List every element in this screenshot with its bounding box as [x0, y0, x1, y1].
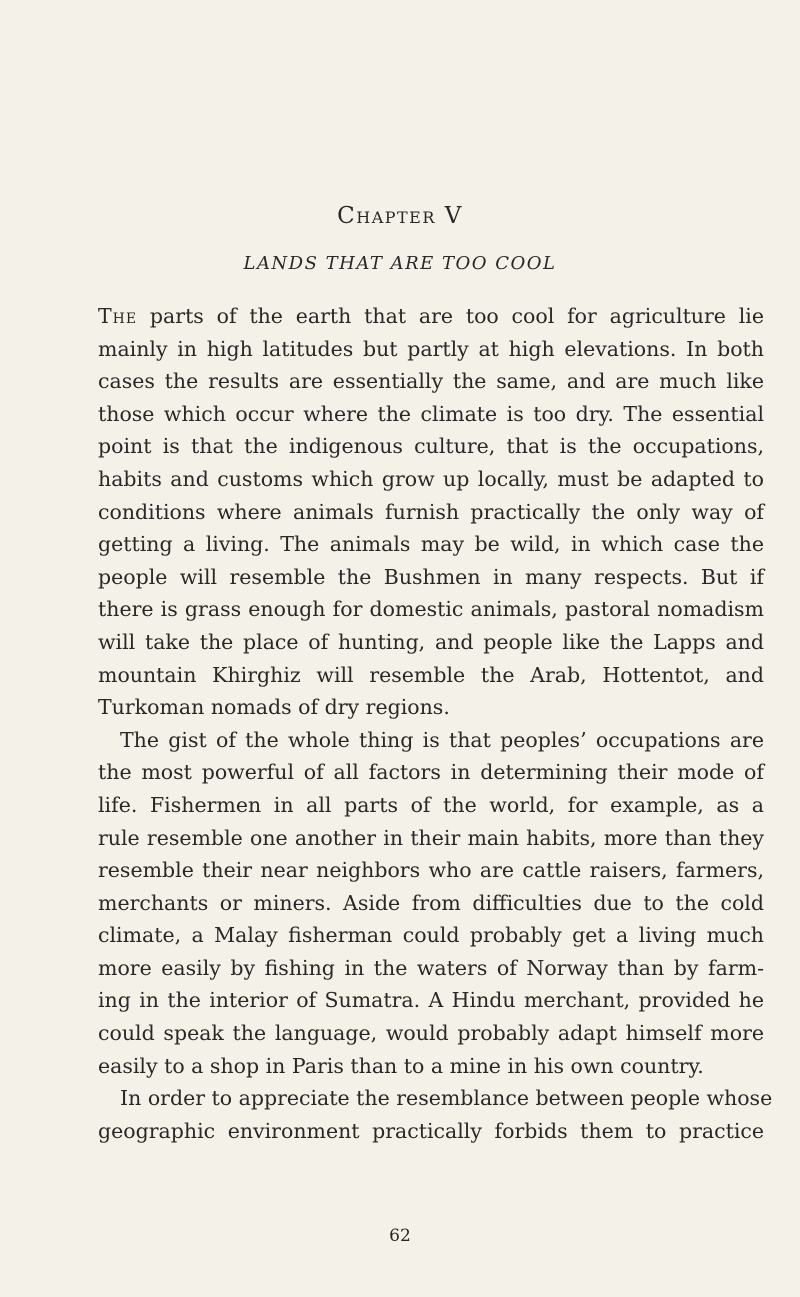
line-text: climate, a Malay fisherman could probably get a living much: [98, 923, 764, 948]
page-number: 62: [389, 1226, 411, 1246]
line-text: people will resemble the Bushmen in many respects. But if: [98, 564, 764, 589]
text-line: [98, 496, 764, 529]
line-text: those which occur where the climate is too dry. The essential: [98, 401, 764, 426]
line-text: more easily by fishing in the waters of Norway than by farm-: [98, 955, 764, 980]
text-line: [98, 300, 764, 333]
line-text: In order to appreciate the resemblance between people whose: [120, 1086, 773, 1111]
line-text: The gist of the whole thing is that peoples’ occupations are: [120, 727, 764, 752]
text-line: [98, 854, 764, 887]
line-text: rule resemble one another in their main habits, more than they: [98, 825, 764, 850]
text-line: [98, 398, 764, 431]
line-text: the most powerful of all factors in determining their mode of: [98, 760, 764, 785]
text-line: [98, 333, 764, 366]
text-line: [98, 626, 764, 659]
text-line: [98, 1050, 764, 1083]
line-text: getting a living. The animals may be wild, in which case the: [98, 532, 764, 557]
text-line: [98, 561, 764, 594]
text-line: [98, 365, 764, 398]
text-line: [98, 1017, 764, 1050]
text-line: [98, 952, 764, 985]
line-text: could speak the language, would probably adapt himself more: [98, 1021, 764, 1046]
line-text: point is that the indigenous culture, that is the occupations,: [98, 434, 764, 459]
text-line: [98, 789, 764, 822]
lead-word: The: [98, 304, 138, 328]
text-line: [98, 659, 764, 692]
line-text: easily to a shop in Paris than to a mine in his own country.: [98, 1053, 704, 1078]
text-line: [98, 822, 764, 855]
line-text: mountain Khirghiz will resemble the Arab, Hottentot, and: [98, 662, 764, 687]
line-text: merchants or miners. Aside from difficulties due to the cold: [98, 890, 764, 915]
line-text: there is grass enough for domestic animals, pastoral nomadism: [98, 597, 764, 622]
line-text: habits and customs which grow up locally, must be adapted to: [98, 466, 764, 491]
text-line: [98, 1082, 773, 1115]
text-line: [98, 887, 764, 920]
line-text: ing in the interior of Sumatra. A Hindu merchant, provided he: [98, 988, 764, 1013]
body-text: [98, 300, 773, 1147]
text-line: [98, 463, 764, 496]
line-text: resemble their near neighbors who are cattle raisers, farmers,: [98, 858, 764, 883]
line-text: life. Fishermen in all parts of the world, for example, as a: [98, 792, 764, 817]
text-line: [98, 724, 764, 757]
line-text: will take the place of hunting, and people like the Lapps and: [98, 629, 764, 654]
line-text: Turkoman nomads of dry regions.: [98, 695, 450, 720]
line-text: cases the results are essentially the same, and are much like: [98, 369, 764, 394]
line-text: parts of the earth that are too cool for agriculture lie: [137, 304, 764, 328]
text-line: [98, 593, 764, 626]
line-text: geographic environment practically forbids them to practice: [98, 1118, 764, 1143]
text-line: [98, 984, 764, 1017]
text-line: [98, 528, 764, 561]
text-line: [98, 691, 764, 724]
text-line: [98, 430, 764, 463]
line-text: conditions where animals furnish practically the only way of: [98, 499, 764, 524]
text-line: [98, 756, 764, 789]
line-text: mainly in high latitudes but partly at high elevations. In both: [98, 336, 764, 361]
chapter-title: LANDS THAT ARE TOO COOL: [243, 253, 557, 274]
text-line: [98, 919, 764, 952]
text-line: [98, 1115, 764, 1148]
chapter-number: Chapter V: [337, 203, 463, 229]
